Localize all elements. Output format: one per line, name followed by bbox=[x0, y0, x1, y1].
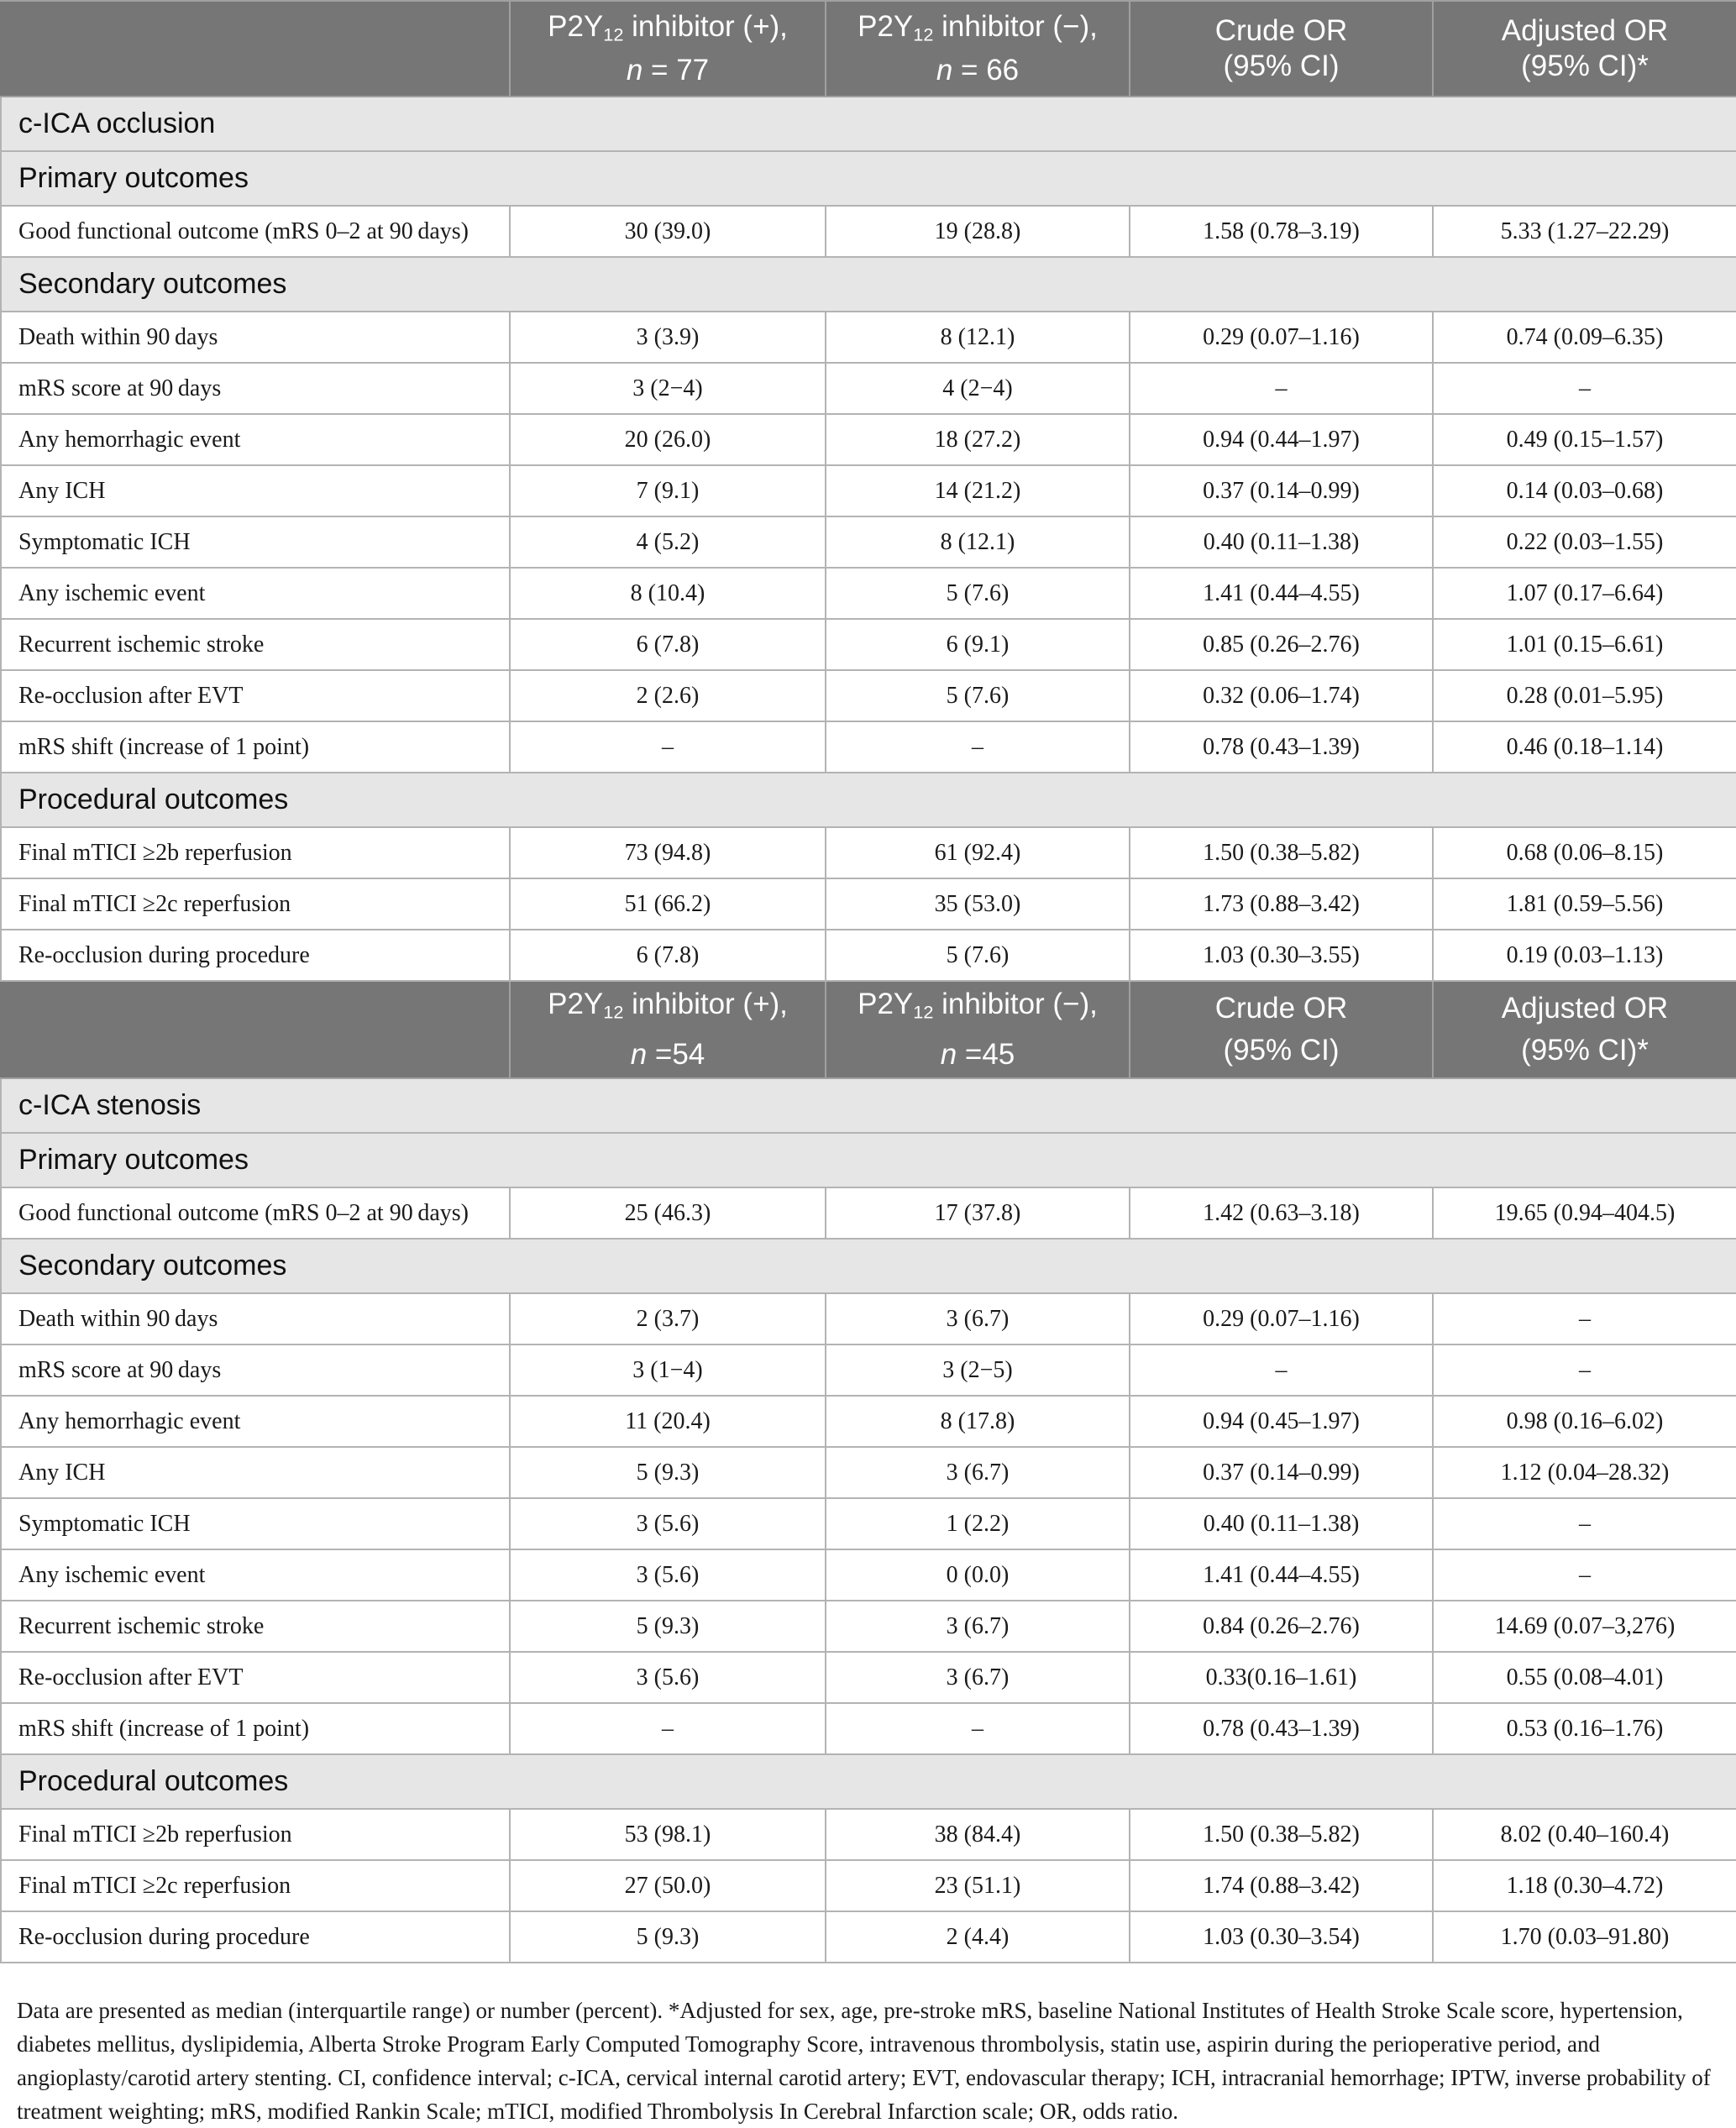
table-row bbox=[1, 1396, 1736, 1447]
outcome-label: Final mTICI ≥2c reperfusion bbox=[1, 878, 510, 930]
p2y12-negative-value: 23 (51.1) bbox=[826, 1860, 1130, 1911]
table-row bbox=[1, 1187, 1736, 1239]
crude-or-value: 0.94 (0.45–1.97) bbox=[1130, 1396, 1433, 1447]
header-adjusted-or: Adjusted OR (95% CI)* bbox=[1433, 1, 1736, 97]
outcome-label: Any hemorrhagic event bbox=[1, 414, 510, 465]
p2y12-negative-value: – bbox=[826, 1703, 1130, 1754]
adjusted-or-value: – bbox=[1433, 1293, 1736, 1344]
adjusted-or-value: 0.98 (0.16–6.02) bbox=[1433, 1396, 1736, 1447]
crude-or-value: 0.32 (0.06–1.74) bbox=[1130, 670, 1433, 721]
table-row bbox=[1, 1809, 1736, 1860]
p2y12-negative-value: 17 (37.8) bbox=[826, 1187, 1130, 1239]
crude-or-value: 0.29 (0.07–1.16) bbox=[1130, 312, 1433, 363]
p2y12-negative-value: 2 (4.4) bbox=[826, 1911, 1130, 1963]
table-footnote: Data are presented as median (interquartile range) or number (percent). *Adjusted for sex, age, pre-stroke mRS, baseline National Institutes of Health Stroke Scale score, hypertension, diabetes mellitus, dyslipidemia, Alberta Stroke Program Early Computed Tomography Score, intravenous thrombolysis, statin use, aspirin during the perioperative period, and angioplasty/carotid artery stenting. CI, confidence interval; c-ICA, cervical internal carotid artery; EVT, endovascular therapy; ICH, intracranial hemorrhage; IPTW, inverse probability of treatment weighting; mRS, modified Rankin Scale; mTICI, modified Thrombolysis In Cerebral Infarction scale; OR, odds ratio. bbox=[17, 1998, 1711, 2124]
section-label: Primary outcomes bbox=[1, 1133, 1736, 1187]
adjusted-or-value: – bbox=[1433, 363, 1736, 414]
adjusted-or-value: 5.33 (1.27–22.29) bbox=[1433, 206, 1736, 257]
group-title-stenosis: c-ICA stenosis bbox=[1, 1078, 1736, 1133]
table-row bbox=[1, 670, 1736, 721]
table-row bbox=[1, 930, 1736, 981]
p2y12-positive-value: 51 (66.2) bbox=[510, 878, 826, 930]
table-row bbox=[1, 878, 1736, 930]
table-row bbox=[1, 1652, 1736, 1703]
crude-or-value: 0.94 (0.44–1.97) bbox=[1130, 414, 1433, 465]
table-row bbox=[1, 206, 1736, 257]
section-header-row bbox=[1, 1754, 1736, 1809]
p2y12-negative-value: 8 (12.1) bbox=[826, 312, 1130, 363]
adjusted-or-value: 8.02 (0.40–160.4) bbox=[1433, 1809, 1736, 1860]
crude-or-value: 1.50 (0.38–5.82) bbox=[1130, 1809, 1433, 1860]
crude-or-value: 0.78 (0.43–1.39) bbox=[1130, 721, 1433, 773]
outcome-label: mRS shift (increase of 1 point) bbox=[1, 1703, 510, 1754]
adjusted-or-value: 0.22 (0.03–1.55) bbox=[1433, 516, 1736, 568]
adjusted-or-value: 14.69 (0.07–3,276) bbox=[1433, 1601, 1736, 1652]
p2y12-negative-value: 0 (0.0) bbox=[826, 1549, 1130, 1601]
p2y12-positive-value: 5 (9.3) bbox=[510, 1447, 826, 1498]
adjusted-or-value: 1.18 (0.30–4.72) bbox=[1433, 1860, 1736, 1911]
p2y12-positive-value: – bbox=[510, 721, 826, 773]
header-adjusted-or: Adjusted OR (95% CI)* bbox=[1433, 981, 1736, 1078]
table-row bbox=[1, 619, 1736, 670]
crude-or-value: 1.50 (0.38–5.82) bbox=[1130, 827, 1433, 878]
p2y12-negative-value: 61 (92.4) bbox=[826, 827, 1130, 878]
outcome-label: Any ischemic event bbox=[1, 1549, 510, 1601]
table-row bbox=[1, 827, 1736, 878]
crude-or-value: 0.78 (0.43–1.39) bbox=[1130, 1703, 1433, 1754]
adjusted-or-value: 1.12 (0.04–28.32) bbox=[1433, 1447, 1736, 1498]
outcome-label: Recurrent ischemic stroke bbox=[1, 1601, 510, 1652]
section-label: Primary outcomes bbox=[1, 151, 1736, 206]
adjusted-or-value: 0.14 (0.03–0.68) bbox=[1433, 465, 1736, 516]
outcome-label: Re-occlusion after EVT bbox=[1, 1652, 510, 1703]
outcome-label: Any ICH bbox=[1, 1447, 510, 1498]
outcome-label: Re-occlusion during procedure bbox=[1, 1911, 510, 1963]
table-row bbox=[1, 1703, 1736, 1754]
p2y12-negative-value: 18 (27.2) bbox=[826, 414, 1130, 465]
adjusted-or-value: – bbox=[1433, 1344, 1736, 1396]
table-row bbox=[1, 1498, 1736, 1549]
p2y12-negative-value: 3 (6.7) bbox=[826, 1601, 1130, 1652]
table-row bbox=[1, 721, 1736, 773]
outcome-label: Any ischemic event bbox=[1, 568, 510, 619]
adjusted-or-value: 1.81 (0.59–5.56) bbox=[1433, 878, 1736, 930]
p2y12-positive-value: 3 (5.6) bbox=[510, 1549, 826, 1601]
outcome-label: Any ICH bbox=[1, 465, 510, 516]
crude-or-value: 0.85 (0.26–2.76) bbox=[1130, 619, 1433, 670]
p2y12-negative-value: 14 (21.2) bbox=[826, 465, 1130, 516]
outcome-label: Any hemorrhagic event bbox=[1, 1396, 510, 1447]
table-row bbox=[1, 414, 1736, 465]
crude-or-value: 0.37 (0.14–0.99) bbox=[1130, 1447, 1433, 1498]
crude-or-value: 1.58 (0.78–3.19) bbox=[1130, 206, 1433, 257]
p2y12-negative-value: 3 (6.7) bbox=[826, 1293, 1130, 1344]
outcome-label: mRS score at 90 days bbox=[1, 363, 510, 414]
crude-or-value: – bbox=[1130, 363, 1433, 414]
p2y12-positive-value: 3 (3.9) bbox=[510, 312, 826, 363]
table-header-stenosis bbox=[1, 981, 1736, 1078]
group-title-row bbox=[1, 1078, 1736, 1133]
section-header-row bbox=[1, 151, 1736, 206]
adjusted-or-value: – bbox=[1433, 1549, 1736, 1601]
group-title-occlusion: c-ICA occlusion bbox=[1, 97, 1736, 151]
group-title-row bbox=[1, 97, 1736, 151]
section-header-row bbox=[1, 257, 1736, 312]
p2y12-positive-value: 3 (2−4) bbox=[510, 363, 826, 414]
adjusted-or-value: 1.01 (0.15–6.61) bbox=[1433, 619, 1736, 670]
table-row bbox=[1, 465, 1736, 516]
table-header-occlusion bbox=[1, 1, 1736, 97]
crude-or-value: 0.40 (0.11–1.38) bbox=[1130, 516, 1433, 568]
header-crude-or: Crude OR (95% CI) bbox=[1130, 1, 1433, 97]
p2y12-negative-value: 3 (2−5) bbox=[826, 1344, 1130, 1396]
p2y12-negative-value: 35 (53.0) bbox=[826, 878, 1130, 930]
p2y12-positive-value: 20 (26.0) bbox=[510, 414, 826, 465]
header-p2y12-negative: $P2Y_{12}$ inhibitor (−), n = 66 bbox=[826, 1, 1130, 97]
p2y12-negative-value: 8 (17.8) bbox=[826, 1396, 1130, 1447]
adjusted-or-value: 1.07 (0.17–6.64) bbox=[1433, 568, 1736, 619]
section-header-row bbox=[1, 1239, 1736, 1293]
table-row bbox=[1, 1911, 1736, 1963]
p2y12-positive-value: 6 (7.8) bbox=[510, 930, 826, 981]
p2y12-positive-value: 5 (9.3) bbox=[510, 1601, 826, 1652]
p2y12-positive-value: 2 (3.7) bbox=[510, 1293, 826, 1344]
header-crude-or: Crude OR (95% CI) bbox=[1130, 981, 1433, 1078]
table-row bbox=[1, 1344, 1736, 1396]
p2y12-negative-value: 3 (6.7) bbox=[826, 1447, 1130, 1498]
table-row bbox=[1, 1601, 1736, 1652]
crude-or-value: 0.29 (0.07–1.16) bbox=[1130, 1293, 1433, 1344]
crude-or-value: 0.84 (0.26–2.76) bbox=[1130, 1601, 1433, 1652]
adjusted-or-value: 0.28 (0.01–5.95) bbox=[1433, 670, 1736, 721]
p2y12-negative-value: 5 (7.6) bbox=[826, 670, 1130, 721]
crude-or-value: 1.03 (0.30–3.55) bbox=[1130, 930, 1433, 981]
p2y12-positive-value: 3 (1−4) bbox=[510, 1344, 826, 1396]
p2y12-positive-value: 8 (10.4) bbox=[510, 568, 826, 619]
p2y12-negative-value: – bbox=[826, 721, 1130, 773]
section-header-row bbox=[1, 773, 1736, 827]
p2y12-positive-value: 3 (5.6) bbox=[510, 1652, 826, 1703]
outcome-label: Final mTICI ≥2c reperfusion bbox=[1, 1860, 510, 1911]
adjusted-or-value: – bbox=[1433, 1498, 1736, 1549]
p2y12-negative-value: 5 (7.6) bbox=[826, 568, 1130, 619]
table-row bbox=[1, 516, 1736, 568]
header-p2y12-positive: $P2Y_{12}$ inhibitor (+), n = 77 bbox=[510, 1, 826, 97]
p2y12-positive-value: 53 (98.1) bbox=[510, 1809, 826, 1860]
p2y12-negative-value: 38 (84.4) bbox=[826, 1809, 1130, 1860]
adjusted-or-value: 0.74 (0.09–6.35) bbox=[1433, 312, 1736, 363]
p2y12-positive-value: 3 (5.6) bbox=[510, 1498, 826, 1549]
adjusted-or-value: 0.46 (0.18–1.14) bbox=[1433, 721, 1736, 773]
table-row bbox=[1, 568, 1736, 619]
p2y12-negative-value: 4 (2−4) bbox=[826, 363, 1130, 414]
outcome-label: mRS shift (increase of 1 point) bbox=[1, 721, 510, 773]
crude-or-value: 1.74 (0.88–3.42) bbox=[1130, 1860, 1433, 1911]
table-row bbox=[1, 312, 1736, 363]
p2y12-negative-value: 3 (6.7) bbox=[826, 1652, 1130, 1703]
p2y12-positive-value: – bbox=[510, 1703, 826, 1754]
p2y12-negative-value: 5 (7.6) bbox=[826, 930, 1130, 981]
crude-or-value: 1.41 (0.44–4.55) bbox=[1130, 1549, 1433, 1601]
adjusted-or-value: 0.19 (0.03–1.13) bbox=[1433, 930, 1736, 981]
p2y12-positive-value: 11 (20.4) bbox=[510, 1396, 826, 1447]
p2y12-positive-value: 30 (39.0) bbox=[510, 206, 826, 257]
section-label: Secondary outcomes bbox=[1, 1239, 1736, 1293]
section-label: Procedural outcomes bbox=[1, 1754, 1736, 1809]
table-row bbox=[1, 1549, 1736, 1601]
p2y12-positive-value: 4 (5.2) bbox=[510, 516, 826, 568]
outcome-label: Symptomatic ICH bbox=[1, 516, 510, 568]
adjusted-or-value: 0.68 (0.06–8.15) bbox=[1433, 827, 1736, 878]
outcome-label: Re-occlusion during procedure bbox=[1, 930, 510, 981]
adjusted-or-value: 0.53 (0.16–1.76) bbox=[1433, 1703, 1736, 1754]
p2y12-negative-value: 6 (9.1) bbox=[826, 619, 1130, 670]
adjusted-or-value: 0.55 (0.08–4.01) bbox=[1433, 1652, 1736, 1703]
outcome-label: Re-occlusion after EVT bbox=[1, 670, 510, 721]
header-blank-cell bbox=[1, 981, 510, 1078]
crude-or-value: 1.41 (0.44–4.55) bbox=[1130, 568, 1433, 619]
outcome-label: Final mTICI ≥2b reperfusion bbox=[1, 1809, 510, 1860]
adjusted-or-value: 0.49 (0.15–1.57) bbox=[1433, 414, 1736, 465]
outcome-label: Death within 90 days bbox=[1, 1293, 510, 1344]
p2y12-positive-value: 7 (9.1) bbox=[510, 465, 826, 516]
header-blank-cell bbox=[1, 1, 510, 97]
crude-or-value: 1.42 (0.63–3.18) bbox=[1130, 1187, 1433, 1239]
outcome-label: Final mTICI ≥2b reperfusion bbox=[1, 827, 510, 878]
header-p2y12-positive: $P2Y_{12}$ inhibitor (+), n =54 bbox=[510, 981, 826, 1078]
p2y12-positive-value: 2 (2.6) bbox=[510, 670, 826, 721]
table-row bbox=[1, 1860, 1736, 1911]
outcome-label: Good functional outcome (mRS 0–2 at 90 days) bbox=[1, 206, 510, 257]
section-label: Procedural outcomes bbox=[1, 773, 1736, 827]
header-p2y12-negative: $P2Y_{12}$ inhibitor (−), n =45 bbox=[826, 981, 1130, 1078]
outcome-label: Symptomatic ICH bbox=[1, 1498, 510, 1549]
p2y12-positive-value: 5 (9.3) bbox=[510, 1911, 826, 1963]
crude-or-value: 1.03 (0.30–3.54) bbox=[1130, 1911, 1433, 1963]
p2y12-positive-value: 6 (7.8) bbox=[510, 619, 826, 670]
outcome-label: Good functional outcome (mRS 0–2 at 90 days) bbox=[1, 1187, 510, 1239]
table-row bbox=[1, 1293, 1736, 1344]
crude-or-value: 0.33(0.16–1.61) bbox=[1130, 1652, 1433, 1703]
crude-or-value: 0.40 (0.11–1.38) bbox=[1130, 1498, 1433, 1549]
p2y12-positive-value: 25 (46.3) bbox=[510, 1187, 826, 1239]
adjusted-or-value: 19.65 (0.94–404.5) bbox=[1433, 1187, 1736, 1239]
crude-or-value: 0.37 (0.14–0.99) bbox=[1130, 465, 1433, 516]
adjusted-or-value: 1.70 (0.03–91.80) bbox=[1433, 1911, 1736, 1963]
crude-or-value: – bbox=[1130, 1344, 1433, 1396]
section-header-row bbox=[1, 1133, 1736, 1187]
p2y12-negative-value: 8 (12.1) bbox=[826, 516, 1130, 568]
p2y12-negative-value: 19 (28.8) bbox=[826, 206, 1130, 257]
table-row bbox=[1, 363, 1736, 414]
outcome-label: mRS score at 90 days bbox=[1, 1344, 510, 1396]
p2y12-negative-value: 1 (2.2) bbox=[826, 1498, 1130, 1549]
outcome-label: Recurrent ischemic stroke bbox=[1, 619, 510, 670]
crude-or-value: 1.73 (0.88–3.42) bbox=[1130, 878, 1433, 930]
section-label: Secondary outcomes bbox=[1, 257, 1736, 312]
table-row bbox=[1, 1447, 1736, 1498]
p2y12-positive-value: 27 (50.0) bbox=[510, 1860, 826, 1911]
p2y12-positive-value: 73 (94.8) bbox=[510, 827, 826, 878]
outcome-label: Death within 90 days bbox=[1, 312, 510, 363]
